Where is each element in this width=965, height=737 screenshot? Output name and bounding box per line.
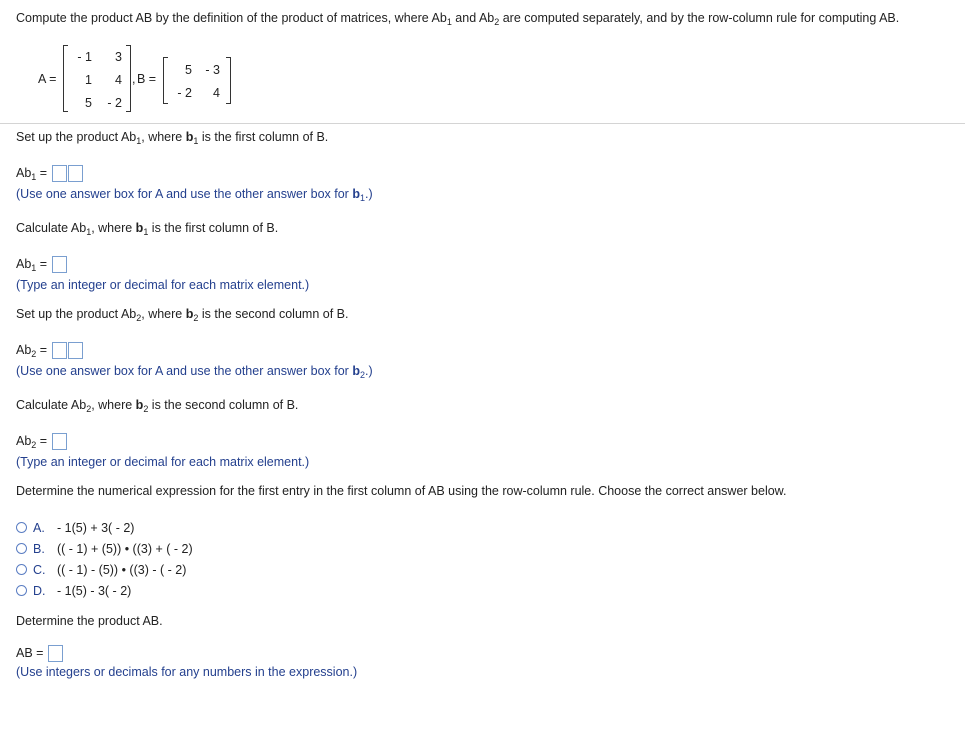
calc-ab1-instruction <box>16 221 278 235</box>
ab2b-label-sub: 2 <box>31 439 37 450</box>
radio-icon[interactable] <box>16 585 27 596</box>
matrix-b-cell: - 2 <box>177 86 192 100</box>
option-d[interactable] <box>16 584 131 598</box>
ab-result-input[interactable] <box>48 645 63 662</box>
ab-label: AB = <box>16 645 44 660</box>
option-letter: D. <box>33 584 46 598</box>
ab1b-label-eq: = <box>36 256 48 271</box>
matrix-b-cell: 5 <box>185 63 192 77</box>
hint3-bsub: 2 <box>359 370 365 380</box>
ab1-label-eq: = <box>36 165 48 180</box>
hint1-text: (Use one answer box for A and use the other answer box for <box>16 187 353 201</box>
setup1-b: b <box>185 130 194 144</box>
ab2-setup-row <box>16 342 83 359</box>
hint3-b: b <box>352 364 360 378</box>
section-divider <box>0 123 965 124</box>
ab1-label: Ab <box>16 165 32 180</box>
ab1-matrix-a-input[interactable] <box>52 165 67 182</box>
setup1-post: is the first column of B. <box>198 130 329 144</box>
hint-ab2-result: (Type an integer or decimal for each matrix element.) <box>16 455 310 469</box>
setup-ab1-instruction <box>16 130 328 144</box>
calc1-text: Calculate Ab <box>16 221 87 235</box>
intro-sub-1: 1 <box>446 17 452 27</box>
matrix-b-cell: 4 <box>213 86 220 100</box>
ab2-result-input[interactable] <box>52 433 67 450</box>
calc2-sub: 2 <box>86 404 92 414</box>
setup2-post: is the second column of B. <box>198 307 349 321</box>
ab-result-row <box>16 645 63 662</box>
setup1-text: Set up the product Ab <box>16 130 137 144</box>
setup1-bsub: 1 <box>193 136 199 146</box>
matrix-a-cell: 3 <box>115 50 122 64</box>
option-c[interactable] <box>16 563 186 577</box>
calc-ab2-instruction <box>16 398 298 412</box>
determine-product-instruction: Determine the product AB. <box>16 614 163 628</box>
calc2-text: Calculate Ab <box>16 398 87 412</box>
ab2b-label: Ab <box>16 433 32 448</box>
ab1b-label: Ab <box>16 256 32 271</box>
calc1-bsub: 1 <box>143 227 149 237</box>
ab1-setup-row <box>16 165 83 182</box>
ab2-vector-b2-input[interactable] <box>68 342 83 359</box>
intro-text-3: are computed separately, and by the row-column rule for computing AB. <box>499 11 900 25</box>
matrix-a-right-bracket <box>126 45 131 112</box>
calc1-mid: , where <box>91 221 136 235</box>
setup2-b: b <box>185 307 194 321</box>
matrix-b-label: B = <box>137 72 157 86</box>
calc2-b: b <box>135 398 144 412</box>
option-text: (( - 1) + (5)) • ((3) + ( - 2) <box>57 542 193 556</box>
hint3-post: .) <box>364 364 373 378</box>
option-a[interactable] <box>16 521 134 535</box>
matrix-separator: , <box>132 72 136 86</box>
hint1-b: b <box>352 187 360 201</box>
ab2-label-sub: 2 <box>31 348 37 359</box>
option-letter: B. <box>33 542 45 556</box>
setup2-mid: , where <box>141 307 186 321</box>
calc2-bsub: 2 <box>143 404 149 414</box>
hint-ab1-result: (Type an integer or decimal for each matrix element.) <box>16 278 310 292</box>
hint1-post: .) <box>364 187 373 201</box>
option-letter: C. <box>33 563 46 577</box>
ab2-result-row <box>16 433 67 450</box>
question-intro <box>16 11 899 25</box>
ab2-matrix-a-input[interactable] <box>52 342 67 359</box>
calc2-post: is the second column of B. <box>148 398 299 412</box>
intro-text-1: Compute the product AB by the definition of the product of matrices, where Ab <box>16 11 447 25</box>
matrix-b-cell: - 3 <box>205 63 220 77</box>
determine-expression-instruction: Determine the numerical expression for the first entry in the first column of AB using the row-column rule. Choose the correct answer below. <box>16 484 787 498</box>
calc2-mid: , where <box>91 398 136 412</box>
calc1-b: b <box>135 221 144 235</box>
option-letter: A. <box>33 521 45 535</box>
ab2-label: Ab <box>16 342 32 357</box>
hint-ab-result: (Use integers or decimals for any numbers in the expression.) <box>16 665 358 679</box>
setup-ab2-instruction <box>16 307 348 321</box>
hint1-bsub: 1 <box>359 193 365 203</box>
ab1-result-input[interactable] <box>52 256 67 273</box>
radio-icon[interactable] <box>16 522 27 533</box>
setup1-sub: 1 <box>136 136 142 146</box>
setup2-sub: 2 <box>136 313 142 323</box>
intro-sub-2: 2 <box>494 17 500 27</box>
ab1-result-row <box>16 256 67 273</box>
matrix-a-cell: 5 <box>85 96 92 110</box>
intro-text-2: and Ab <box>451 11 495 25</box>
matrix-a-cell: 1 <box>85 73 92 87</box>
radio-icon[interactable] <box>16 564 27 575</box>
matrix-a-cell: - 2 <box>107 96 122 110</box>
ab1b-label-sub: 1 <box>31 262 37 273</box>
option-b[interactable] <box>16 542 193 556</box>
ab2b-label-eq: = <box>36 433 48 448</box>
hint-ab1-setup <box>16 187 373 201</box>
matrix-a-cell: - 1 <box>77 50 92 64</box>
setup1-mid: , where <box>141 130 186 144</box>
radio-icon[interactable] <box>16 543 27 554</box>
setup2-bsub: 2 <box>193 313 199 323</box>
ab1-label-sub: 1 <box>31 171 37 182</box>
setup2-text: Set up the product Ab <box>16 307 137 321</box>
matrix-b-right-bracket <box>226 57 231 104</box>
matrix-a-left-bracket <box>63 45 68 112</box>
matrix-b-left-bracket <box>163 57 168 104</box>
hint-ab2-setup <box>16 364 373 378</box>
ab1-vector-b1-input[interactable] <box>68 165 83 182</box>
option-text: - 1(5) - 3( - 2) <box>57 584 132 598</box>
option-text: - 1(5) + 3( - 2) <box>57 521 135 535</box>
option-text: (( - 1) - (5)) • ((3) - ( - 2) <box>57 563 187 577</box>
matrix-a-cell: 4 <box>115 73 122 87</box>
calc1-post: is the first column of B. <box>148 221 279 235</box>
matrix-a-label: A = <box>38 72 57 86</box>
hint3-text: (Use one answer box for A and use the other answer box for <box>16 364 353 378</box>
calc1-sub: 1 <box>86 227 92 237</box>
ab2-label-eq: = <box>36 342 48 357</box>
